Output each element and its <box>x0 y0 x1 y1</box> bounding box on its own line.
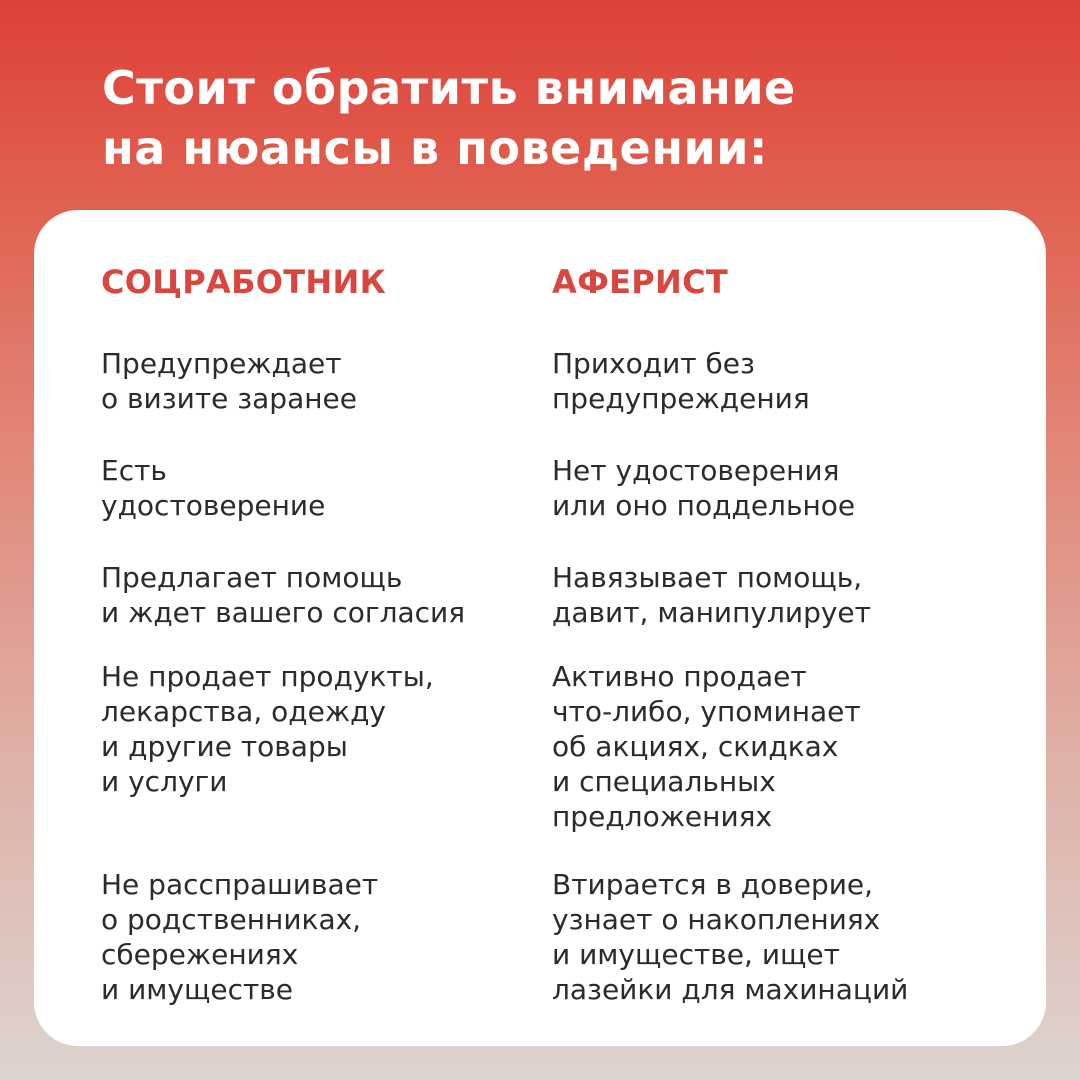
item-line: лазейки для махинаций <box>552 973 909 1006</box>
item-line: и специальных <box>552 765 776 798</box>
page-title <box>102 58 796 178</box>
comparison-card <box>34 210 1046 1046</box>
item-line: Втирается в доверие, <box>552 868 874 901</box>
column-social-worker <box>101 262 521 1006</box>
column-header-fraudster: АФЕРИСТ <box>552 263 729 301</box>
list-item <box>552 346 810 416</box>
list-item <box>101 346 357 416</box>
item-line: Приходит без <box>552 347 755 380</box>
item-line: Нет удостоверения <box>552 454 840 487</box>
item-line: о родственниках, <box>101 903 362 936</box>
item-line: об акциях, скидках <box>552 730 839 763</box>
item-line: и имуществе, ищет <box>552 938 840 971</box>
item-line: о визите заранее <box>101 382 357 415</box>
item-line: лекарства, одежду <box>101 695 387 728</box>
item-line: Не продает продукты, <box>101 660 434 693</box>
column-header-social-worker: СОЦРАБОТНИК <box>101 263 387 301</box>
item-line: Активно продает <box>552 660 807 693</box>
item-line: давит, манипулирует <box>552 596 871 629</box>
item-line: Не расспрашивает <box>101 868 379 901</box>
item-line: Предлагает помощь <box>101 561 403 594</box>
item-line: и ждет вашего согласия <box>101 596 466 629</box>
item-line: Навязывает помощь, <box>552 561 863 594</box>
column-fraudster <box>552 262 1022 1006</box>
list-item <box>552 453 855 523</box>
item-line: Есть <box>101 454 167 487</box>
list-item <box>552 867 908 1007</box>
item-line: предложениях <box>552 800 773 833</box>
title-line-2: на нюансы в поведении: <box>102 121 768 175</box>
item-line: узнает о накоплениях <box>552 903 881 936</box>
item-line: или оно поддельное <box>552 489 856 522</box>
list-item <box>101 867 378 1007</box>
item-line: удостоверение <box>101 489 326 522</box>
item-line: предупреждения <box>552 382 810 415</box>
item-line: что-либо, упоминает <box>552 695 861 728</box>
item-line: и услуги <box>101 765 228 798</box>
list-item <box>101 453 325 523</box>
list-item <box>101 659 434 799</box>
item-line: сбережениях <box>101 938 299 971</box>
title-line-1: Стоит обратить внимание <box>102 61 796 115</box>
item-line: и имуществе <box>101 973 294 1006</box>
item-line: Предупреждает <box>101 347 342 380</box>
list-item <box>101 560 465 630</box>
item-line: и другие товары <box>101 730 348 763</box>
list-item <box>552 659 861 834</box>
list-item <box>552 560 871 630</box>
